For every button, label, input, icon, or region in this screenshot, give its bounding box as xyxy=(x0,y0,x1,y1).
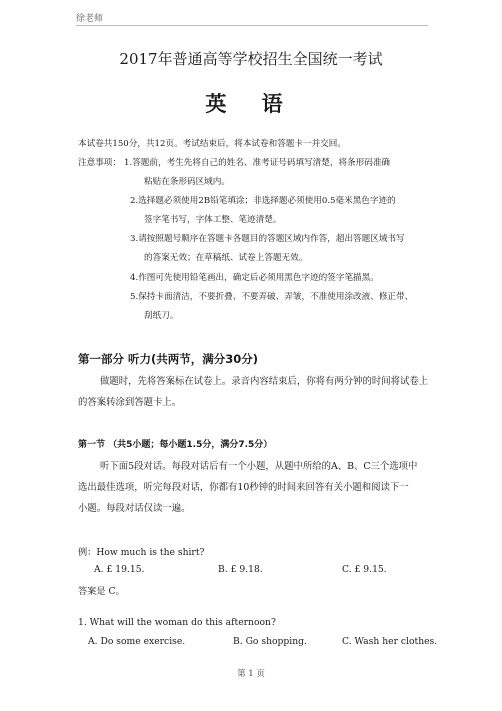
page-number: 第 1 页 xyxy=(237,669,265,679)
subject-title: 英 语 xyxy=(205,91,297,116)
example-option-a: A. £ 19.15. xyxy=(94,564,145,575)
note-line: 2.选择题必须使用2B铅笔填涂；非选择题必须使用0.5毫米黑色字迹的 xyxy=(130,196,396,206)
section1-paragraph: 小题。每段对话仅读一遍。 xyxy=(78,503,191,514)
note-line: 1.答题前，考生先将自己的姓名、准考证号码填写清楚，将条形码准确 xyxy=(124,158,391,168)
question-1: 1. What will the woman do this afternoon? xyxy=(78,617,276,628)
note-line: 的答案无效；在草稿纸、试卷上答题无效。 xyxy=(144,253,308,263)
exam-title: 2017年普通高等学校招生全国统一考试 xyxy=(119,50,383,68)
note-line: 3.请按照题号顺序在答题卡各题目的答题区域内作答，超出答题区域书写 xyxy=(130,234,405,244)
example-option-b: B. £ 9.18. xyxy=(218,564,263,575)
section1-paragraph: 选出最佳选项，听完每段对话，你都有10秒钟的时间来回答有关小题和阅读下一 xyxy=(78,482,409,493)
header-tag: 徐老师 xyxy=(76,14,104,24)
note-line: 5.保持卡面清洁，不要折叠、不要弄破、弄皱，不准使用涂改液、修正带、 xyxy=(130,292,414,302)
part1-title: 第一部分 听力(共两节，满分30分) xyxy=(78,352,259,366)
intro-text: 本试卷共150分，共12页。考试结束后，将本试卷和答题卡一并交回。 xyxy=(78,139,346,149)
example-option-c: C. £ 9.15. xyxy=(342,564,387,575)
example-answer: 答案是 C。 xyxy=(78,586,125,597)
q1-option-b: B. Go shopping. xyxy=(233,636,307,647)
note-line: 粘贴在条形码区域内。 xyxy=(144,177,230,187)
section1-paragraph: 听下面5段对话。每段对话后有一个小题，从题中所给的A、B、C三个选项中 xyxy=(100,461,418,472)
q1-option-a: A. Do some exercise. xyxy=(88,636,186,647)
note-line: 刮纸刀。 xyxy=(144,311,179,321)
part1-paragraph: 做题时，先将答案标在试卷上。录音内容结束后，你将有两分钟的时间将试卷上 xyxy=(100,376,429,387)
note-line: 4.作图可先使用铅笔画出，确定后必须用黑色字迹的签字笔描黑。 xyxy=(130,273,379,283)
header-divider xyxy=(76,25,428,26)
example-question: 例：How much is the shirt? xyxy=(78,547,205,558)
part1-paragraph: 的答案转涂到答题卡上。 xyxy=(78,397,182,408)
q1-option-c: C. Wash her clothes. xyxy=(342,636,438,647)
section1-title: 第一节 （共5小题；每小题1.5分，满分7.5分） xyxy=(78,440,273,450)
notes-label: 注意事项： xyxy=(78,158,121,168)
note-line: 签字笔书写，字体工整、笔迹清楚。 xyxy=(144,215,282,225)
